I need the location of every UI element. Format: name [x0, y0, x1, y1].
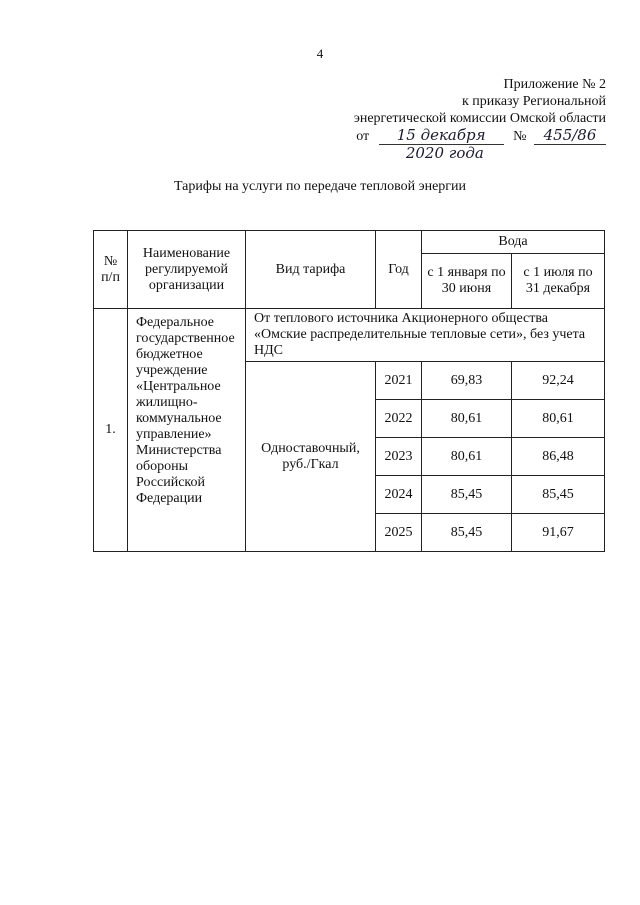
document-title: Тарифы на услуги по передаче тепловой энергии	[173, 179, 467, 194]
header-tariff-type: Вид тарифа	[246, 231, 376, 309]
organization-name: Федеральное государственное бюджетное учреждение «Центральное жилищно-коммунальное управление» Министерства обороны Российской Федерации	[128, 309, 246, 552]
handwritten-year: 2020 года	[405, 144, 484, 162]
appendix-line-2: к приказу Региональной	[461, 94, 606, 109]
year-cell: 2025	[376, 514, 422, 552]
row-number: 1.	[94, 309, 128, 552]
year-cell: 2022	[376, 400, 422, 438]
year-cell: 2021	[376, 362, 422, 400]
order-date-number-line	[354, 127, 606, 144]
number-label: №	[513, 129, 527, 144]
header-period-2: с 1 июля по 31 декабря	[512, 254, 605, 309]
tariff-type-value: Одноставочный, руб./Гкал	[246, 362, 376, 552]
page-number: 4	[316, 46, 324, 61]
header-year: Год	[376, 231, 422, 309]
appendix-line-1: Приложение № 2	[503, 77, 606, 92]
heat-source-note: От теплового источника Акционерного общества «Омские распределительные тепловые сети», без учета НДС	[246, 309, 605, 362]
header-water: Вода	[422, 231, 605, 254]
header-organization: Наименование регулируемой организации	[128, 231, 246, 309]
header-num: № п/п	[94, 231, 128, 309]
value-h2: 80,61	[512, 400, 605, 438]
year-cell: 2023	[376, 438, 422, 476]
tariff-table	[93, 230, 605, 552]
header-period-1: с 1 января по 30 июня	[422, 254, 512, 309]
value-h1: 80,61	[422, 438, 512, 476]
value-h2: 85,45	[512, 476, 605, 514]
source-row	[94, 309, 605, 362]
value-h2: 92,24	[512, 362, 605, 400]
header-row-1	[94, 231, 605, 254]
value-h1: 85,45	[422, 476, 512, 514]
value-h1: 85,45	[422, 514, 512, 552]
value-h2: 91,67	[512, 514, 605, 552]
handwritten-number: 455/86	[534, 127, 606, 145]
value-h1: 80,61	[422, 400, 512, 438]
year-cell: 2024	[376, 476, 422, 514]
value-h1: 69,83	[422, 362, 512, 400]
handwritten-date: 15 декабря	[379, 127, 504, 145]
appendix-line-3: энергетической комиссии Омской области	[353, 111, 606, 126]
appendix-block	[354, 76, 606, 163]
from-label: от	[356, 129, 370, 144]
value-h2: 86,48	[512, 438, 605, 476]
